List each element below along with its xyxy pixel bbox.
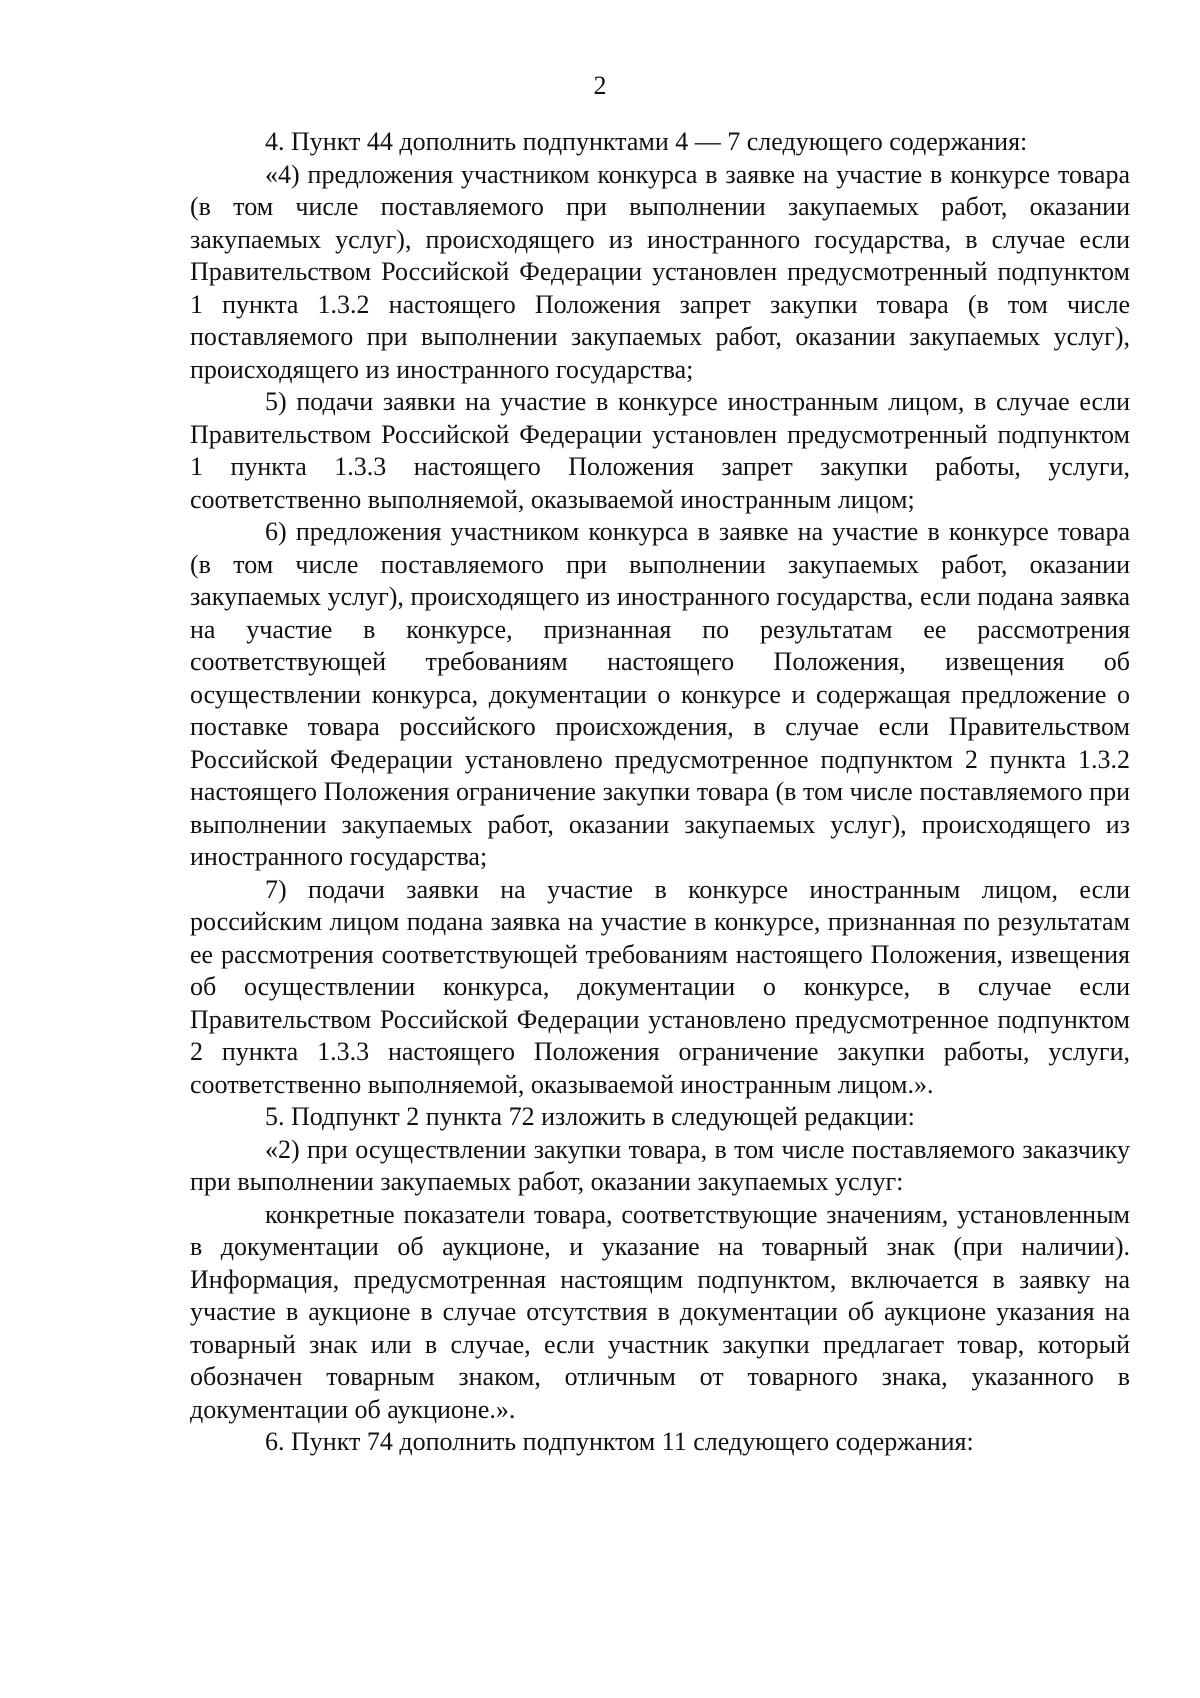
paragraph-item-6: 6. Пункт 74 дополнить подпунктом 11 следующего содержания: xyxy=(265,1427,974,1456)
paragraph-specifics: конкретные показатели товара, соответствующие значениям, установленным в документации об аукционе, и указание на товарный знак (при наличии). Информация, предусмотренная настоящим подпунктом, включается в заявку на участие в аукционе в случае отсутствия в документации об аукционе указания на товарный знак или в случае, если участник закупки предлагает товар, который обозначен товарным знаком, отличным от товарного знака, указанного в документации об аукционе.». xyxy=(190,1199,1130,1424)
page-number: 2 xyxy=(593,71,607,100)
paragraph-subitem-6: 6) предложения участником конкурса в заявке на участие в конкурсе товара (в том числе поставляемого при выполнении закупаемых работ, оказании закупаемых услуг), происходящего из иностранного государства, если подана заявка на участие в конкурсе, признанная по результатам ее рассмотрения соответствующей требованиям настоящего Положения, извещения об осуществлении конкурса, документации о конкурсе и содержащая предложение о поставке товара российского происхождения, в случае если Правительством Российской Федерации установлено предусмотренное подпунктом 2 пункта 1.3.2 настоящего Положения ограничение закупки товара (в том числе поставляемого при выполнении закупаемых работ, оказании закупаемых услуг), происходящего из иностранного государства; xyxy=(190,517,1130,871)
paragraph-item-5: 5. Подпункт 2 пункта 72 изложить в следующей редакции: xyxy=(265,1102,915,1131)
paragraph-subitem-5: 5) подачи заявки на участие в конкурсе иностранным лицом, в случае если Правительством Российской Федерации установлен предусмотренный подпунктом 1 пункта 1.3.3 настоящего Положения запрет закупки работы, услуги, соответственно выполняемой, оказываемой иностранным лицом; xyxy=(190,387,1130,514)
paragraph-subitem-4: «4) предложения участником конкурса в заявке на участие в конкурсе товара (в том числе поставляемого при выполнении закупаемых работ, оказании закупаемых услуг), происходящего из иностранного государства, в случае если Правительством Российской Федерации установлен предусмотренный подпунктом 1 пункта 1.3.2 настоящего Положения запрет закупки товара (в том числе поставляемого при выполнении закупаемых работ, оказании закупаемых услуг), происходящего из иностранного государства; xyxy=(190,159,1130,384)
paragraph-item-4: 4. Пункт 44 дополнить подпунктами 4 — 7 следующего содержания: xyxy=(265,127,1028,156)
paragraph-subitem-7: 7) подачи заявки на участие в конкурсе иностранным лицом, если российским лицом подана заявка на участие в конкурсе, признанная по результатам ее рассмотрения соответствующей требованиям настоящего Положения, извещения об осуществлении конкурса, документации о конкурсе, в случае если Правительством Российской Федерации установлено предусмотренное подпунктом 2 пункта 1.3.3 настоящего Положения ограничение закупки работы, услуги, соответственно выполняемой, оказываемой иностранным лицом.». xyxy=(190,874,1130,1099)
paragraph-subitem-2: «2) при осуществлении закупки товара, в том числе поставляемого заказчику при выполнении закупаемых работ, оказании закупаемых услуг: xyxy=(190,1134,1130,1196)
document-body xyxy=(190,126,1130,1459)
